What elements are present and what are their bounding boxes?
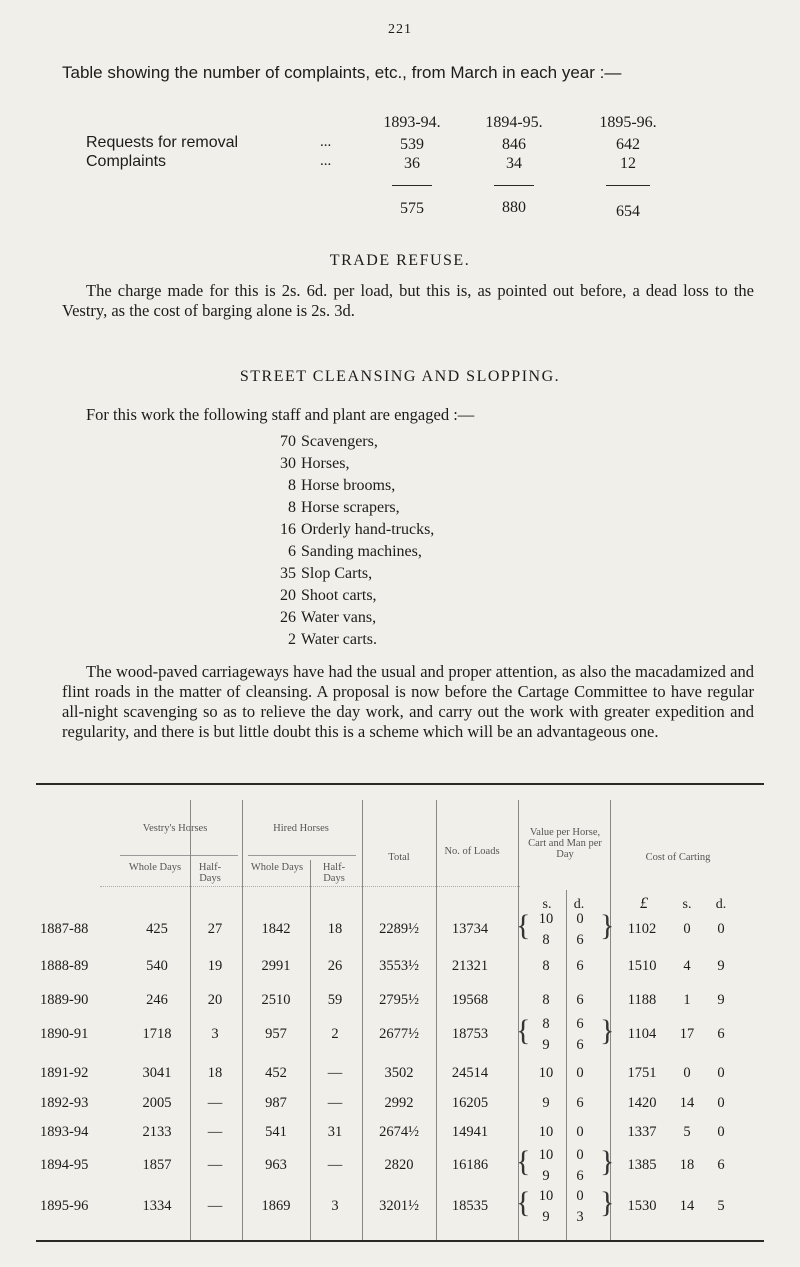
group-rule [120, 855, 238, 856]
cost-pounds: 1188 [627, 992, 657, 1008]
table-cell: — [207, 1095, 223, 1111]
list-item: 26 Water vans, [280, 609, 377, 626]
table-cell: 12 [620, 155, 636, 172]
cost-pence: 0 [717, 1124, 725, 1140]
value-shillings: 10 [538, 1147, 554, 1163]
cost-pounds: 1420 [627, 1095, 657, 1111]
table-cell: 452 [265, 1065, 287, 1081]
sum-rule [606, 185, 650, 186]
value-pence: 0 [576, 911, 584, 927]
list-item: 35 Slop Carts, [280, 565, 373, 582]
row-year: 1894-95 [40, 1157, 89, 1173]
value-pence: 0 [576, 1124, 584, 1140]
table-cell: 2991 [261, 958, 291, 974]
right-brace: } [600, 1186, 615, 1219]
table-cell: 3 [211, 1026, 219, 1042]
table-cell: 1334 [142, 1198, 172, 1214]
table-cell: 2133 [142, 1124, 172, 1140]
list-item: 2 Water carts. [288, 631, 377, 648]
table-cell: 2510 [261, 992, 291, 1008]
cost-pounds: 1337 [627, 1124, 657, 1140]
table-cell: — [327, 1065, 343, 1081]
cost-shillings: 14 [679, 1198, 695, 1214]
table-cell: 2 [331, 1026, 339, 1042]
value-pence: 6 [576, 1016, 584, 1032]
cleansing-paragraph: The wood-paved carriageways have had the usual and proper attention, as also the macadamized and flint roads in the matter of cleansing. A proposal is now before the Cartage Committee to have regular all-night scavenging so as to relieve the day work, and carry out the work with greater expedition and regularity, and there is but little doubt this is a scheme which will be an advantageous one. [62, 662, 754, 741]
table-cell: 2674½ [379, 1124, 419, 1140]
cost-shillings: 0 [683, 1065, 691, 1081]
table-cell: 14941 [451, 1124, 489, 1140]
table-cell: 18753 [451, 1026, 489, 1042]
total-cell: 654 [616, 203, 640, 220]
column-rule [190, 800, 191, 1240]
table-cell: 963 [265, 1157, 287, 1173]
column-header: Hired Horses [273, 823, 329, 834]
value-pence: 6 [576, 1168, 584, 1184]
table-cell: 19 [207, 958, 223, 974]
table-cell: 540 [146, 958, 168, 974]
column-header: Value per Horse, Cart and Man per Day [528, 827, 602, 860]
value-shillings: 10 [538, 911, 554, 927]
cost-pence: 9 [717, 958, 725, 974]
leader-dots: ... [320, 134, 332, 150]
table-cell: — [207, 1198, 223, 1214]
value-shillings: 10 [538, 1065, 554, 1081]
table-cell: 59 [327, 992, 343, 1008]
cost-pounds: 1530 [627, 1198, 657, 1214]
column-header: Whole Days [250, 862, 304, 873]
row-year: 1890-91 [40, 1026, 89, 1042]
value-pence: 3 [576, 1209, 584, 1225]
table-cell: 957 [265, 1026, 287, 1042]
value-pence: 6 [576, 1037, 584, 1053]
cost-shillings: 4 [683, 958, 691, 974]
row-label: Requests for removal [86, 134, 239, 151]
cost-pounds: 1751 [627, 1065, 657, 1081]
left-brace: { [516, 1145, 531, 1178]
left-brace: { [516, 1014, 531, 1047]
table-cell: 3 [331, 1198, 339, 1214]
value-shillings: 9 [542, 1209, 550, 1225]
table-cell: 2289½ [379, 921, 419, 937]
group-rule [248, 855, 356, 856]
complaints-intro: Table showing the number of complaints, etc., from March in each year :— [62, 63, 622, 82]
table-cell: 987 [265, 1095, 287, 1111]
table-cell: 3553½ [379, 958, 419, 974]
table-cell: 846 [502, 136, 526, 153]
table-bottom-rule [36, 1240, 764, 1242]
list-item: 20 Shoot carts, [280, 587, 377, 604]
column-header: Whole Days [128, 862, 182, 873]
value-pence: 0 [576, 1188, 584, 1204]
unit-label: £ [640, 895, 648, 912]
cost-pounds: 1102 [627, 921, 657, 937]
table-cell: 1857 [142, 1157, 172, 1173]
unit-label: d. [573, 897, 585, 912]
value-shillings: 8 [542, 992, 550, 1008]
year-header: 1893-94. [383, 114, 441, 131]
table-cell: 1718 [142, 1026, 172, 1042]
column-header: Total [388, 852, 410, 863]
list-item: 70 Scavengers, [280, 433, 378, 450]
left-brace: { [516, 1186, 531, 1219]
right-brace: } [600, 1014, 615, 1047]
table-cell: — [327, 1157, 343, 1173]
year-header: 1895-96. [599, 114, 657, 131]
table-cell: 1869 [261, 1198, 291, 1214]
table-cell: 19568 [451, 992, 489, 1008]
table-cell: — [327, 1095, 343, 1111]
column-rule [436, 800, 437, 1240]
total-cell: 575 [400, 200, 424, 217]
value-shillings: 9 [542, 1095, 550, 1111]
value-shillings: 10 [538, 1124, 554, 1140]
table-cell: 27 [207, 921, 223, 937]
table-cell: 1842 [261, 921, 291, 937]
table-cell: 20 [207, 992, 223, 1008]
cost-shillings: 14 [679, 1095, 695, 1111]
right-brace: } [600, 909, 615, 942]
table-cell: 425 [146, 921, 168, 937]
table-cell: 26 [327, 958, 343, 974]
table-cell: 36 [404, 155, 420, 172]
list-item: 30 Horses, [280, 455, 350, 472]
sum-rule [392, 185, 432, 186]
trade-refuse-text: The charge made for this is 2s. 6d. per load, but this is, as pointed out before, a dead loss to the Vestry, as the cost of barging alone is 2s. 3d. [62, 281, 754, 320]
cost-pence: 5 [717, 1198, 725, 1214]
column-header: Vestry's Horses [142, 823, 208, 834]
column-header: No. of Loads [444, 846, 500, 857]
column-header: Cost of Carting [645, 852, 711, 863]
value-shillings: 8 [542, 1016, 550, 1032]
value-shillings: 10 [538, 1188, 554, 1204]
page-number: 221 [388, 22, 412, 37]
column-header: Half-Days [322, 862, 346, 884]
table-cell: 21321 [451, 958, 489, 974]
table-cell: 3201½ [379, 1198, 419, 1214]
right-brace: } [600, 1145, 615, 1178]
cost-pence: 0 [717, 1065, 725, 1081]
cost-pence: 9 [717, 992, 725, 1008]
table-cell: 2820 [384, 1157, 414, 1173]
column-rule [310, 860, 311, 1240]
cost-shillings: 17 [679, 1026, 695, 1042]
row-year: 1892-93 [40, 1095, 89, 1111]
unit-label: d. [715, 897, 727, 912]
column-rule [242, 800, 243, 1240]
table-cell: 539 [400, 136, 424, 153]
cost-pence: 0 [717, 921, 725, 937]
table-cell: 2005 [142, 1095, 172, 1111]
value-pence: 6 [576, 932, 584, 948]
table-cell: 3502 [384, 1065, 414, 1081]
list-item: 8 Horse brooms, [288, 477, 396, 494]
value-pence: 6 [576, 992, 584, 1008]
table-cell: 18 [207, 1065, 223, 1081]
table-cell: 31 [327, 1124, 343, 1140]
table-cell: 3041 [142, 1065, 172, 1081]
table-cell: 34 [506, 155, 522, 172]
table-cell: 13734 [451, 921, 489, 937]
table-cell: 541 [265, 1124, 287, 1140]
cost-shillings: 5 [683, 1124, 691, 1140]
unit-label: s. [682, 897, 692, 912]
column-rule [362, 800, 363, 1240]
section-heading: STREET CLEANSING AND SLOPPING. [239, 368, 561, 385]
sum-rule [494, 185, 534, 186]
row-year: 1895-96 [40, 1198, 89, 1214]
section-heading: TRADE REFUSE. [329, 252, 471, 269]
cost-pence: 0 [717, 1095, 725, 1111]
table-cell: 642 [616, 136, 640, 153]
cost-pounds: 1385 [627, 1157, 657, 1173]
table-cell: 16205 [451, 1095, 489, 1111]
value-pence: 0 [576, 1147, 584, 1163]
value-pence: 0 [576, 1065, 584, 1081]
row-year: 1889-90 [40, 992, 89, 1008]
value-pence: 6 [576, 1095, 584, 1111]
row-year: 1891-92 [40, 1065, 89, 1081]
row-year: 1887-88 [40, 921, 89, 937]
table-cell: 18 [327, 921, 343, 937]
unit-label: s. [542, 897, 552, 912]
cost-pence: 6 [717, 1026, 725, 1042]
cost-shillings: 1 [683, 992, 691, 1008]
plant-intro: For this work the following staff and plant are engaged :— [86, 405, 475, 424]
table-cell: 2795½ [379, 992, 419, 1008]
row-label: Complaints [86, 153, 167, 170]
table-cell: — [207, 1157, 223, 1173]
left-brace: { [516, 909, 531, 942]
cost-pounds: 1104 [627, 1026, 657, 1042]
value-shillings: 8 [542, 932, 550, 948]
cost-pounds: 1510 [627, 958, 657, 974]
list-item: 6 Sanding machines, [288, 543, 422, 560]
year-header: 1894-95. [485, 114, 543, 131]
table-cell: 16186 [451, 1157, 489, 1173]
table-cell: 18535 [451, 1198, 489, 1214]
leader-dots: ... [320, 153, 332, 169]
table-cell: 2677½ [379, 1026, 419, 1042]
value-shillings: 8 [542, 958, 550, 974]
value-shillings: 9 [542, 1168, 550, 1184]
value-shillings: 9 [542, 1037, 550, 1053]
cost-shillings: 18 [679, 1157, 695, 1173]
list-item: 8 Horse scrapers, [288, 499, 400, 516]
table-cell: 24514 [451, 1065, 489, 1081]
table-cell: 246 [146, 992, 168, 1008]
row-year: 1888-89 [40, 958, 89, 974]
column-header: Half-Days [198, 862, 222, 884]
table-cell: 2992 [384, 1095, 414, 1111]
list-item: 16 Orderly hand-trucks, [280, 521, 435, 538]
total-cell: 880 [502, 199, 526, 216]
table-top-rule [36, 783, 764, 785]
cost-shillings: 0 [683, 921, 691, 937]
cost-pence: 6 [717, 1157, 725, 1173]
row-year: 1893-94 [40, 1124, 89, 1140]
table-cell: — [207, 1124, 223, 1140]
value-pence: 6 [576, 958, 584, 974]
